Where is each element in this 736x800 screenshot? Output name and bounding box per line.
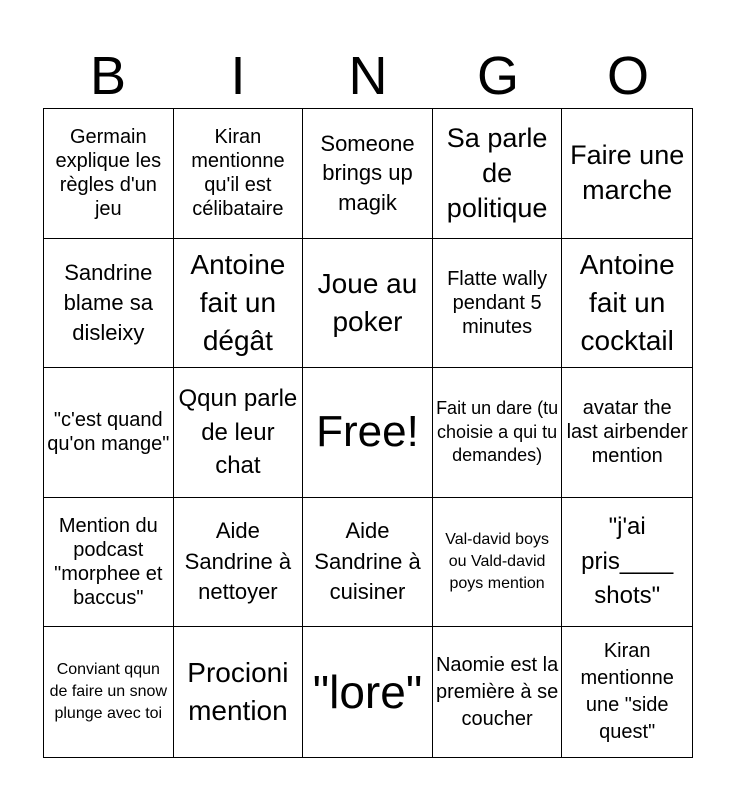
header-letter-n: N [348,46,388,106]
header-letter-i: I [230,46,246,106]
header-letter-g: G [476,46,519,106]
bingo-cell[interactable]: Mention du podcast "morphee et baccus" [44,498,174,628]
bingo-cell[interactable]: Sandrine blame sa disleixy [44,239,174,369]
bingo-header [43,44,693,108]
bingo-cell[interactable]: "c'est quand qu'on mange" [44,368,174,498]
bingo-cell[interactable]: Antoine fait un cocktail [562,239,692,369]
bingo-cell[interactable]: Joue au poker [303,239,433,369]
bingo-cell[interactable]: Qqun parle de leur chat [174,368,304,498]
bingo-cell[interactable]: "lore" [303,627,433,757]
header-letter-o: O [606,46,649,106]
bingo-cell[interactable]: Kiran mentionne qu'il est célibataire [174,109,304,239]
header-letter-b: B [89,46,127,106]
bingo-cell[interactable]: Aide Sandrine à cuisiner [303,498,433,628]
bingo-cell[interactable]: Naomie est la première à se coucher [433,627,563,757]
bingo-cell[interactable]: Sa parle de politique [433,109,563,239]
bingo-cell[interactable]: Procioni mention [174,627,304,757]
bingo-cell[interactable]: Flatte wally pendant 5 minutes [433,239,563,369]
bingo-cell[interactable]: Germain explique les règles d'un jeu [44,109,174,239]
bingo-cell[interactable]: Faire une marche [562,109,692,239]
bingo-cell[interactable]: Fait un dare (tu choisie a qui tu demandes) [433,368,563,498]
bingo-cell[interactable]: Aide Sandrine à nettoyer [174,498,304,628]
bingo-cell[interactable]: Val-david boys ou Vald-david poys mention [433,498,563,628]
bingo-cell[interactable]: Kiran mentionne une "side quest" [580,640,674,744]
bingo-cell[interactable]: "j'ai pris____ shots" [562,498,692,628]
bingo-cell[interactable]: Conviant qqun de faire un snow plunge avec toi [44,627,174,757]
bingo-cell[interactable]: avatar the last airbender mention [562,368,692,498]
bingo-cell[interactable]: Antoine fait un dégât [174,239,304,369]
bingo-board [43,108,693,758]
bingo-cell[interactable]: Someone brings up magik [303,109,433,239]
bingo-cell-free[interactable]: Free! [303,368,433,498]
